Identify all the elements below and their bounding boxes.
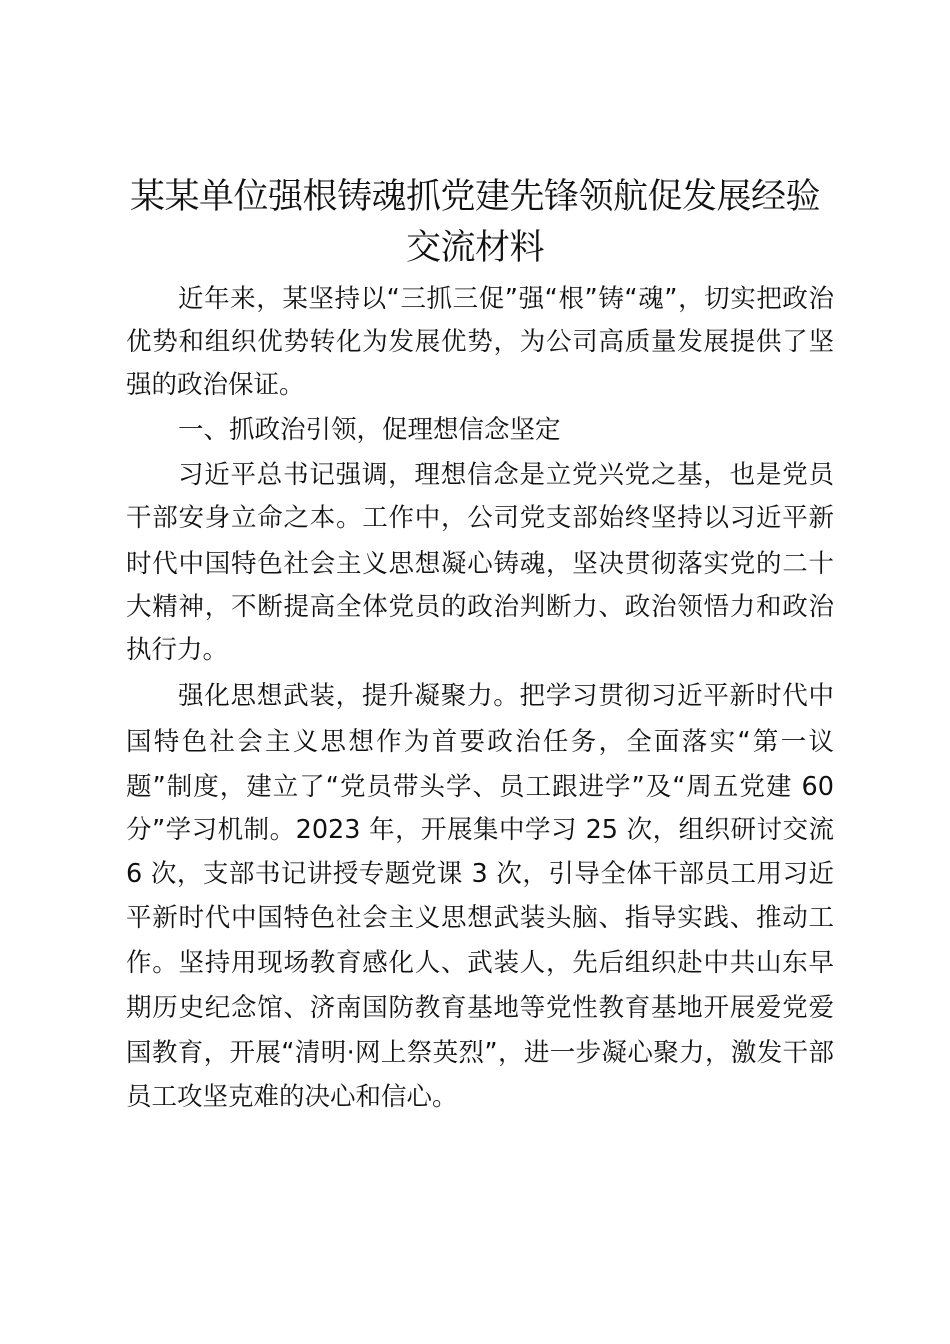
body-line-1: 近年来，某坚持以“三抓三促”强“根”铸“魂”，切实把政治 bbox=[178, 284, 834, 314]
body-line-10: 强化思想武装，提升凝聚力。把学习贯彻习近平新时代中 bbox=[178, 681, 834, 711]
body-line-8: 大精神，不断提高全体党员的政治判断力、政治领悟力和政治 bbox=[126, 592, 834, 622]
body-line-9: 执行力。 bbox=[126, 635, 229, 665]
body-line-6: 干部安身立命之本。工作中，公司党支部始终坚持以习近平新 bbox=[126, 503, 834, 533]
body-line-15: 平新时代中国特色社会主义思想武装头脑、指导实践、推动工 bbox=[126, 903, 834, 933]
body-line-3: 强的政治保证。 bbox=[126, 370, 305, 400]
body-line-11: 国特色社会主义思想作为首要政治任务，全面落实“第一议 bbox=[126, 727, 834, 757]
body-line-7: 时代中国特色社会主义思想凝心铸魂，坚决贯彻落实党的二十 bbox=[126, 549, 834, 579]
body-line-12: 题”制度，建立了“党员带头学、员工跟进学”及“周五党建 60 bbox=[126, 772, 834, 802]
document-title-line-1: 某某单位强根铸魂抓党建先锋领航促发展经验 bbox=[129, 177, 820, 217]
body-line-5: 习近平总书记强调，理想信念是立党兴党之基，也是党员 bbox=[178, 460, 834, 490]
document-title-line-2: 交流材料 bbox=[405, 228, 544, 268]
body-line-14: 6 次，支部书记讲授专题党课 3 次，引导全体干部员工用习近 bbox=[126, 859, 834, 889]
body-line-19: 员工攻坚克难的决心和信心。 bbox=[126, 1082, 458, 1112]
body-line-18: 国教育，开展“清明·网上祭英烈”，进一步凝心聚力，激发干部 bbox=[126, 1038, 834, 1068]
section-heading-1: 一、抓政治引领，促理想信念坚定 bbox=[178, 415, 561, 445]
body-line-2: 优势和组织优势转化为发展优势，为公司高质量发展提供了坚 bbox=[126, 327, 834, 357]
body-line-17: 期历史纪念馆、济南国防教育基地等党性教育基地开展爱党爱 bbox=[126, 993, 834, 1023]
body-line-13: 分”学习机制。2023 年，开展集中学习 25 次，组织研讨交流 bbox=[126, 815, 834, 845]
body-line-16: 作。坚持用现场教育感化人、武装人，先后组织赴中共山东早 bbox=[126, 948, 834, 978]
